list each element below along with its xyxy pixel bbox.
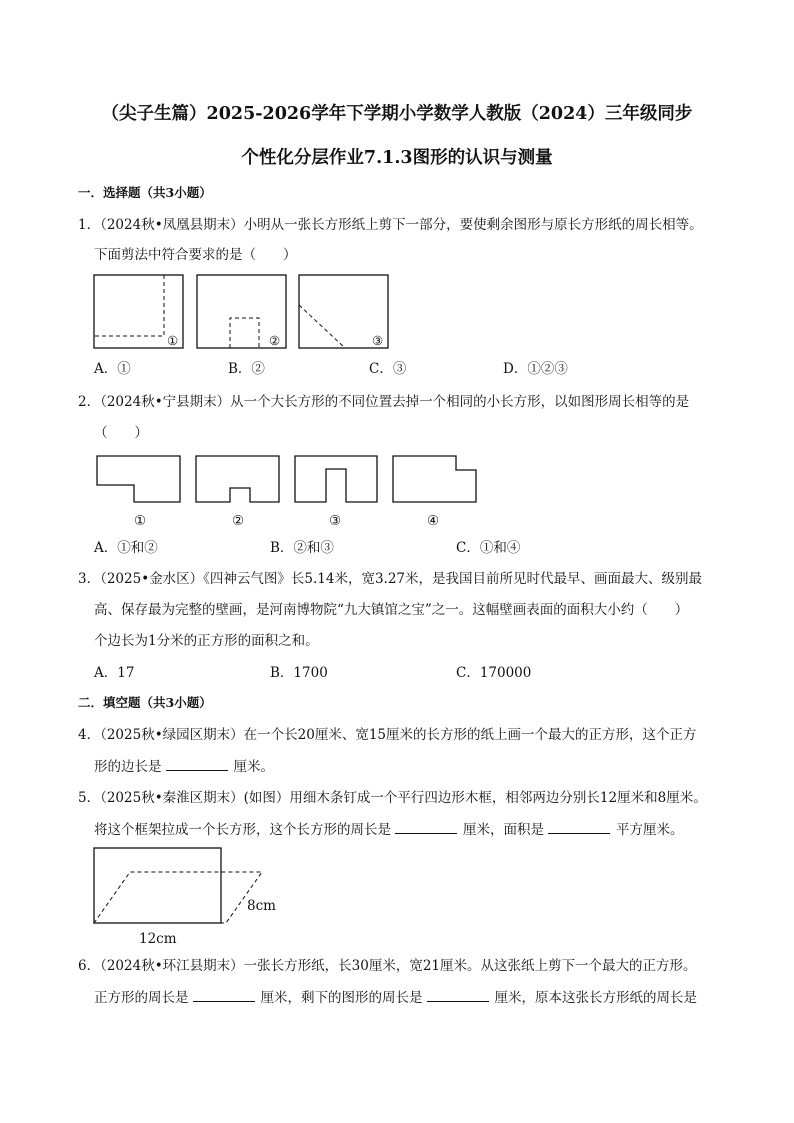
q5-figure-side-label: 8cm [247, 898, 276, 914]
q4-text-a: 形的边长是 [94, 759, 162, 775]
q2-figure-4 [393, 456, 476, 502]
q3-stem-line-1: 3．（2025•金水区）《四神云气图》长5.14米，宽3.27米，是我国目前所见时代最早、画面最大、级别最 [78, 571, 703, 587]
q2-stem-line-1: 2．（2024秋•宁县期末）从一个大长方形的不同位置去掉一个相同的小长方形，以如图形周长相等的是 [78, 394, 690, 410]
q1-option-c[interactable]: C．③ [369, 361, 407, 377]
q3-option-b[interactable]: B．1700 [270, 665, 328, 681]
q6-answer-blank-2[interactable] [427, 988, 489, 1002]
q1-figure-3 [299, 275, 388, 348]
q2-figure-1 [97, 456, 180, 502]
q5-stem-line-1: 5．（2025秋•秦淮区期末）(如图）用细木条钉成一个平行四边形木框，相邻两边分别长12厘米和8厘米。 [78, 790, 707, 806]
q5-text-c: 平方厘米。 [616, 822, 684, 838]
section-heading-fill: 二．填空题（共3小题） [78, 695, 212, 710]
q1-option-d[interactable]: D．①②③ [503, 361, 568, 377]
q1-figure-1-label: ① [167, 333, 179, 348]
q5-answer-blank-2[interactable] [548, 820, 610, 834]
q5-text-b: 厘米，面积是 [463, 822, 544, 838]
q1-option-a[interactable]: A．① [94, 361, 131, 377]
q5-text-a: 将这个框架拉成一个长方形，这个长方形的周长是 [94, 822, 391, 838]
q1-figure-2-label: ② [269, 333, 281, 348]
q1-option-b[interactable]: B．② [228, 361, 265, 377]
page-title-line-2: 个性化分层作业7.1.3图形的认识与测量 [241, 148, 553, 168]
q1-figure-3-label: ③ [372, 333, 384, 348]
q6-text-a: 正方形的周长是 [94, 990, 189, 1006]
q5-figure [94, 848, 262, 923]
q2-option-c[interactable]: C．①和④ [456, 540, 521, 556]
q5-figure-base-label: 12cm [139, 931, 177, 947]
q1-figure-2 [197, 275, 286, 348]
q2-figure-2 [196, 456, 279, 502]
q2-figure-3-label: ③ [329, 513, 342, 529]
q2-option-a[interactable]: A．①和② [94, 540, 158, 556]
q2-figure-2-label: ② [232, 513, 245, 529]
q6-text-c: 厘米，原本这张长方形纸的周长是 [494, 990, 697, 1006]
q2-figure-3 [295, 456, 377, 502]
q3-option-a[interactable]: A．17 [94, 665, 135, 681]
q6-stem-line-2 [94, 988, 697, 1007]
q3-option-c[interactable]: C．170000 [456, 665, 532, 681]
q6-answer-blank-1[interactable] [193, 988, 255, 1002]
page-title-line-1: （尖子生篇）2025-2026学年下学期小学数学人教版（2024）三年级同步 [101, 104, 693, 124]
q2-figure-4-label: ④ [427, 513, 440, 529]
q1-stem-line-2: 下面剪法中符合要求的是（ ） [94, 247, 297, 263]
q1-figure-1 [94, 275, 183, 348]
q2-option-b[interactable]: B．②和③ [270, 540, 334, 556]
q3-stem-line-3: 个边长为1分米的正方形的面积之和。 [94, 633, 319, 649]
q4-stem-line-2 [94, 757, 274, 776]
q6-stem-line-1: 6．（2024秋•环江县期末）一张长方形纸，长30厘米，宽21厘米。从这张纸上剪下一个最大的正方形。 [78, 958, 697, 974]
q3-stem-line-2: 高、保存最为完整的壁画，是河南博物院“九大镇馆之宝”之一。这幅壁画表面的面积大小约（ ） [94, 602, 689, 618]
q2-figure-1-label: ① [134, 513, 147, 529]
q5-stem-line-2 [94, 820, 684, 839]
q2-stem-line-2: （ ） [94, 425, 148, 441]
section-heading-choice: 一．选择题（共3小题） [78, 185, 212, 200]
q4-text-b: 厘米。 [233, 759, 274, 775]
q4-answer-blank[interactable] [166, 757, 228, 771]
q6-text-b: 厘米，剩下的图形的周长是 [260, 990, 423, 1006]
q1-stem-line-1: 1．（2024秋•凤凰县期末）小明从一张长方形纸上剪下一部分，要使剩余图形与原长方形纸的周长相等。 [78, 217, 703, 233]
q5-answer-blank-1[interactable] [395, 820, 457, 834]
q4-stem-line-1: 4．（2025秋•绿园区期末）在一个长20厘米、宽15厘米的长方形的纸上画一个最大的正方形，这个正方 [78, 727, 697, 743]
